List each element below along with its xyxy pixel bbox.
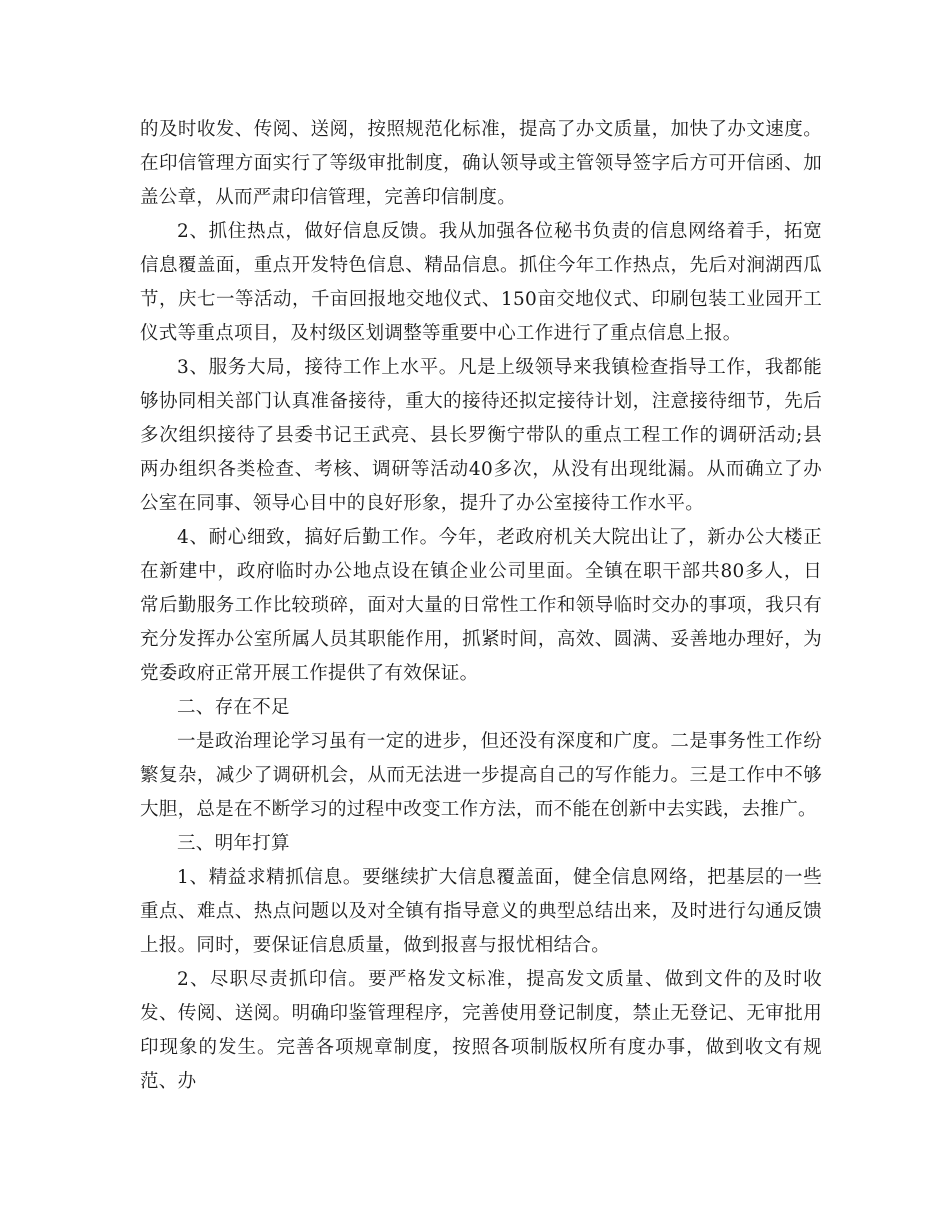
paragraph-reception: 3、服务大局，接待工作上水平。凡是上级领导来我镇检查指导工作，我都能够协同相关部门认真准备接待，重大的接待还拟定接待计划，注意接待细节，先后多次组织接待了县委书记王武亮、县长罗衡宁带队的重点工程工作的调研活动;县两办组织各类检查、考核、调研等活动40多次，从没有出现纰漏。从而确立了办公室在同事、领导心目中的良好形象，提升了办公室接待工作水平。 (140, 357, 822, 514)
document-body (140, 113, 822, 1099)
paragraph-information: 1、精益求精抓信息。要继续扩大信息覆盖面，健全信息网络，把基层的一些重点、难点、热点问题以及对全镇有指导意义的典型总结出来，及时进行勾通反馈上报。同时，要保证信息质量，做到报喜与报忧相结合。 (140, 867, 822, 956)
paragraph-seals: 2、尽职尽责抓印信。要严格发文标准，提高发文质量、做到文件的及时收发、传阅、送阅。明确印鉴管理程序，完善使用登记制度，禁止无登记、无审批用印现象的发生。完善各项规章制度，按照各项制版权所有度办事，做到收文有规范、办 (140, 969, 822, 1092)
paragraph-shortcomings: 一是政治理论学习虽有一定的进步，但还没有深度和广度。二是事务性工作纷繁复杂，减少了调研机会，从而无法进一步提高自己的写作能力。三是工作中不够大胆，总是在不断学习的过程中改变工作方法，而不能在创新中去实践，去推广。 (140, 731, 822, 820)
paragraph-hot-topics: 2、抓住热点，做好信息反馈。我从加强各位秘书负责的信息网络着手，拓宽信息覆盖面，重点开发特色信息、精品信息。抓住今年工作热点，先后对涧湖西瓜节，庆七一等活动，千亩回报地交地仪式、150亩交地仪式、印刷包装工业园开工仪式等重点项目，及村级区划调整等重要中心工作进行了重点信息上报。 (140, 221, 822, 344)
heading-next-year-plan: 三、明年打算 (177, 833, 290, 854)
paragraph-continuation: 的及时收发、传阅、送阅，按照规范化标准，提高了办文质量，加快了办文速度。在印信管理方面实行了等级审批制度，确认领导或主管领导签字后方可开信函、加盖公章，从而严肃印信管理，完善印信制度。 (140, 119, 822, 208)
paragraph-logistics: 4、耐心细致，搞好后勤工作。今年，老政府机关大院出让了，新办公大楼正在新建中，政府临时办公地点设在镇企业公司里面。全镇在职干部共80多人，日常后勤服务工作比较琐碎，面对大量的日常性工作和领导临时交办的事项，我只有充分发挥办公室所属人员其职能作用，抓紧时间，高效、圆满、妥善地办理好，为党委政府正常开展工作提供了有效保证。 (140, 527, 822, 684)
heading-shortcomings: 二、存在不足 (177, 697, 290, 718)
